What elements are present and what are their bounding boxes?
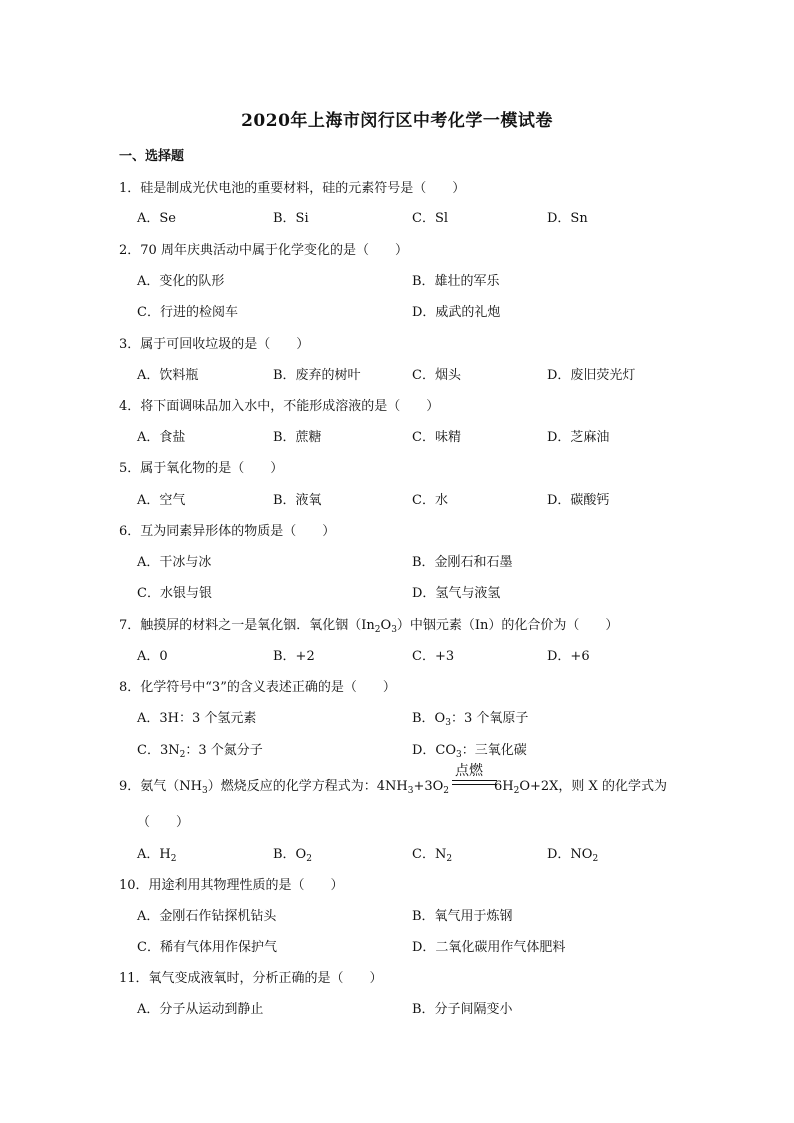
q11-option-b: B．分子间隔变小 bbox=[412, 1002, 513, 1017]
q1-option-c: C．Sl bbox=[412, 211, 449, 226]
q7-option-c: C．+3 bbox=[412, 649, 455, 664]
q10-option-c: C．稀有气体用作保护气 bbox=[137, 940, 277, 955]
q10-option-d: D．二氧化碳用作气体肥料 bbox=[412, 940, 566, 955]
q4-option-d: D．芝麻油 bbox=[547, 430, 610, 445]
question-10-stem: 10．用途利用其物理性质的是（ ） bbox=[119, 878, 344, 893]
q2-option-d: D．威武的礼炮 bbox=[412, 305, 501, 320]
question-2-stem: 2．70 周年庆典活动中属于化学变化的是（ ） bbox=[119, 243, 408, 258]
q6-option-d: D．氢气与液氢 bbox=[412, 586, 501, 601]
question-4-stem: 4．将下面调味品加入水中，不能形成溶液的是（ ） bbox=[119, 399, 440, 414]
q2-option-b: B．雄壮的军乐 bbox=[412, 274, 500, 289]
q5-option-c: C．水 bbox=[412, 493, 448, 508]
q3-option-b: B．废弃的树叶 bbox=[273, 368, 361, 383]
q5-option-d: D．碳酸钙 bbox=[547, 493, 610, 508]
question-7-stem: 7．触摸屏的材料之一是氧化铟．氧化铟$(In_2O_3)$中铟元素（In）的化合价为（ ） bbox=[119, 618, 619, 635]
q10-option-a: A．金刚石作钻探机钻头 bbox=[137, 909, 277, 924]
q6-option-a: A．干冰与冰 bbox=[137, 555, 212, 570]
q8-option-b: B．$O_3$：3 个氧原子 bbox=[412, 711, 529, 728]
reaction-condition: 点燃 bbox=[455, 763, 483, 779]
question-6-stem: 6．互为同素异形体的物质是（ ） bbox=[119, 524, 336, 539]
q10-option-b: B．氧气用于炼钢 bbox=[412, 909, 513, 924]
page-title: 2020年上海市闵行区中考化学一模试卷 bbox=[241, 111, 553, 131]
q8-option-a: A．3H：3 个氢元素 bbox=[137, 711, 257, 726]
question-1-stem: 1．硅是制成光伏电池的重要材料，硅的元素符号是（ ） bbox=[119, 181, 466, 196]
q1-option-d: D．Sn bbox=[547, 211, 588, 226]
q8-option-c: C．$3N_2$：3 个氮分子 bbox=[137, 743, 263, 760]
section-heading: 一、选择题 bbox=[119, 149, 185, 164]
q7-option-a: A．0 bbox=[137, 649, 168, 664]
q1-option-b: B．Si bbox=[273, 211, 309, 226]
question-9-stem: 9．氨气$(NH_3)$燃烧反应的化学方程式为：$4NH_3+3O_2$ $6H_2O+2X$，则 X 的化学式为 bbox=[119, 779, 667, 796]
q9-option-b: B．$O_2$ bbox=[273, 847, 312, 864]
q9-option-c: C．$N_2$ bbox=[412, 847, 453, 864]
q5-option-a: A．空气 bbox=[137, 493, 186, 508]
q1-option-a: A．Se bbox=[137, 211, 176, 226]
q2-option-a: A．变化的队形 bbox=[137, 274, 225, 289]
q3-option-d: D．废旧荧光灯 bbox=[547, 368, 636, 383]
question-8-stem: 8．化学符号中“3”的含义表述正确的是（ ） bbox=[119, 680, 396, 695]
q9-option-d: D．$NO_2$ bbox=[547, 847, 599, 864]
q4-option-a: A．食盐 bbox=[137, 430, 186, 445]
q6-option-c: C．水银与银 bbox=[137, 586, 212, 601]
question-3-stem: 3．属于可回收垃圾的是（ ） bbox=[119, 337, 310, 352]
q7-option-b: B．+2 bbox=[273, 649, 315, 664]
q9-option-a: A．$H_2$ bbox=[137, 847, 177, 864]
q3-option-a: A．饮料瓶 bbox=[137, 368, 199, 383]
q11-option-a: A．分子从运动到静止 bbox=[137, 1002, 264, 1017]
q2-option-c: C．行进的检阅车 bbox=[137, 305, 238, 320]
question-11-stem: 11．氧气变成液氧时，分析正确的是（ ） bbox=[119, 971, 383, 986]
q6-option-b: B．金刚石和石墨 bbox=[412, 555, 513, 570]
q8-option-d: D．$CO_3$：三氧化碳 bbox=[412, 743, 527, 760]
question-5-stem: 5．属于氧化物的是（ ） bbox=[119, 461, 284, 476]
q3-option-c: C．烟头 bbox=[412, 368, 461, 383]
q4-option-c: C．味精 bbox=[412, 430, 461, 445]
q4-option-b: B．蔗糖 bbox=[273, 430, 322, 445]
q7-option-d: D．+6 bbox=[547, 649, 590, 664]
question-9-blank: （ ） bbox=[137, 815, 190, 830]
q5-option-b: B．液氧 bbox=[273, 493, 322, 508]
